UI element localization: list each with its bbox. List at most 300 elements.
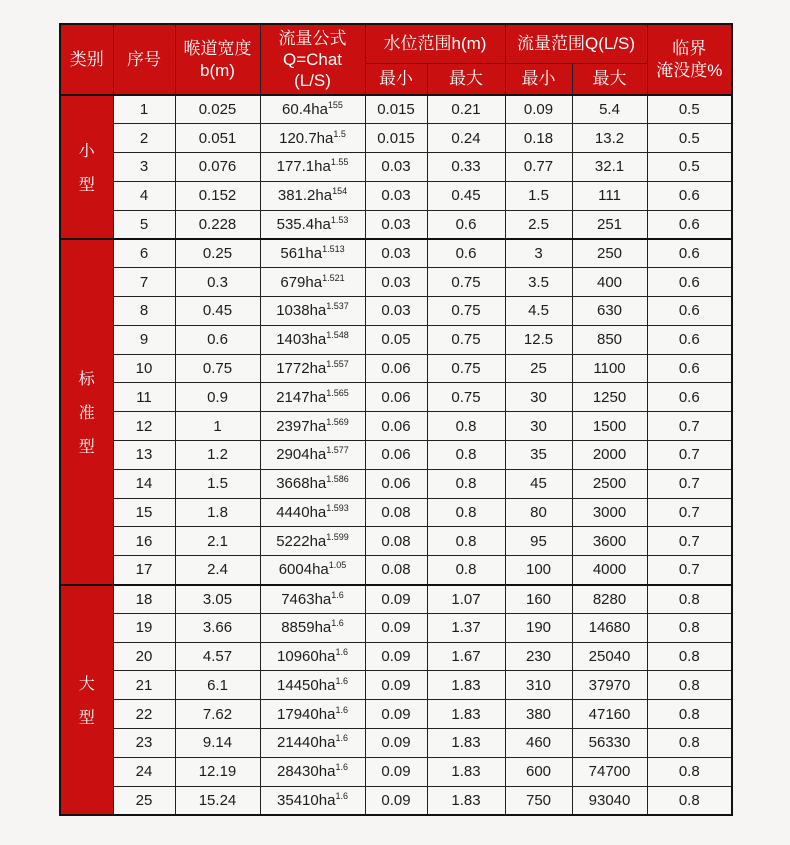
formula-base: 2147ha bbox=[276, 388, 327, 406]
level-max-cell: 0.75 bbox=[427, 297, 505, 326]
level-max-cell: 0.8 bbox=[427, 498, 505, 527]
level-max-cell: 1.83 bbox=[427, 671, 505, 700]
row-index-cell: 25 bbox=[113, 786, 175, 815]
row-index-cell: 14 bbox=[113, 469, 175, 498]
flow-max-cell: 2000 bbox=[572, 441, 647, 470]
row-index-cell: 8 bbox=[113, 297, 175, 326]
flow-min-cell: 0.09 bbox=[505, 95, 572, 124]
flow-max-cell: 111 bbox=[572, 181, 647, 210]
category-char: 型 bbox=[78, 710, 95, 728]
critical-submergence-cell: 0.6 bbox=[647, 181, 732, 210]
throat-width-cell: 1 bbox=[175, 412, 260, 441]
throat-width-cell: 0.75 bbox=[175, 354, 260, 383]
flow-max-cell: 1100 bbox=[572, 354, 647, 383]
formula-cell bbox=[260, 700, 365, 729]
row-index-cell: 11 bbox=[113, 383, 175, 412]
flow-max-cell: 74700 bbox=[572, 757, 647, 786]
formula-base: 7463ha bbox=[281, 590, 332, 608]
flow-max-cell: 3600 bbox=[572, 527, 647, 556]
table-row bbox=[60, 124, 732, 153]
critical-submergence-cell: 0.5 bbox=[647, 124, 732, 153]
row-index-cell: 5 bbox=[113, 210, 175, 239]
flow-max-cell: 14680 bbox=[572, 613, 647, 642]
table-row bbox=[60, 671, 732, 700]
flow-max-cell: 251 bbox=[572, 210, 647, 239]
flow-min-cell: 0.77 bbox=[505, 153, 572, 182]
formula-base: 381.2ha bbox=[277, 187, 333, 205]
formula-exponent: 1.6 bbox=[335, 790, 348, 801]
formula-exponent: 1.6 bbox=[331, 618, 344, 629]
level-max-cell: 1.37 bbox=[427, 613, 505, 642]
level-min-cell: 0.09 bbox=[365, 613, 427, 642]
throat-width-cell: 9.14 bbox=[175, 729, 260, 758]
throat-width-cell: 6.1 bbox=[175, 671, 260, 700]
category-cell bbox=[60, 95, 113, 239]
flow-min-cell: 2.5 bbox=[505, 210, 572, 239]
formula-base: 1772ha bbox=[276, 360, 327, 378]
level-max-cell: 0.8 bbox=[427, 441, 505, 470]
formula-exponent: 1.577 bbox=[326, 445, 349, 456]
critical-submergence-cell: 0.7 bbox=[647, 556, 732, 585]
row-index-cell: 18 bbox=[113, 585, 175, 614]
header-category bbox=[60, 24, 113, 95]
critical-submergence-cell: 0.6 bbox=[647, 354, 732, 383]
throat-width-cell: 12.19 bbox=[175, 757, 260, 786]
formula-base: 535.4ha bbox=[276, 215, 331, 233]
critical-submergence-cell: 0.7 bbox=[647, 469, 732, 498]
throat-width-cell: 1.8 bbox=[175, 498, 260, 527]
level-min-cell: 0.09 bbox=[365, 671, 427, 700]
table-row bbox=[60, 181, 732, 210]
table-row bbox=[60, 527, 732, 556]
flow-min-cell: 80 bbox=[505, 498, 572, 527]
level-max-cell: 0.8 bbox=[427, 412, 505, 441]
table-row bbox=[60, 642, 732, 671]
row-index-cell: 23 bbox=[113, 729, 175, 758]
header-level-range bbox=[365, 24, 505, 63]
flow-max-cell: 3000 bbox=[572, 498, 647, 527]
formula-exponent: 1.05 bbox=[328, 560, 347, 571]
level-max-cell: 1.67 bbox=[427, 642, 505, 671]
flow-min-cell: 3 bbox=[505, 239, 572, 268]
row-index-cell: 3 bbox=[113, 153, 175, 182]
formula-cell bbox=[260, 642, 365, 671]
level-min-cell: 0.015 bbox=[365, 124, 427, 153]
table-row bbox=[60, 412, 732, 441]
header-index-label: 序号 bbox=[127, 49, 161, 69]
flow-min-cell: 25 bbox=[505, 354, 572, 383]
level-max-cell: 0.6 bbox=[427, 239, 505, 268]
formula-cell bbox=[260, 153, 365, 182]
flow-max-cell: 2500 bbox=[572, 469, 647, 498]
formula-exponent: 1.569 bbox=[326, 416, 349, 427]
formula-cell bbox=[260, 325, 365, 354]
row-index-cell: 13 bbox=[113, 441, 175, 470]
category-char: 型 bbox=[78, 177, 95, 195]
flow-min-cell: 35 bbox=[505, 441, 572, 470]
critical-submergence-cell: 0.8 bbox=[647, 786, 732, 815]
level-min-cell: 0.09 bbox=[365, 786, 427, 815]
table-row bbox=[60, 585, 732, 614]
formula-base: 177.1ha bbox=[276, 158, 331, 176]
flow-min-cell: 600 bbox=[505, 757, 572, 786]
flow-max-cell: 5.4 bbox=[572, 95, 647, 124]
level-min-cell: 0.09 bbox=[365, 700, 427, 729]
formula-exponent: 1.55 bbox=[330, 157, 349, 168]
formula-exponent: 1.599 bbox=[326, 531, 349, 542]
header-row-1 bbox=[60, 24, 732, 63]
flow-min-cell: 230 bbox=[505, 642, 572, 671]
formula-cell bbox=[260, 527, 365, 556]
table-header bbox=[60, 24, 732, 95]
flow-max-cell: 250 bbox=[572, 239, 647, 268]
throat-width-cell: 0.45 bbox=[175, 297, 260, 326]
header-level-range-label: 水位范围h(m) bbox=[383, 34, 487, 54]
row-index-cell: 15 bbox=[113, 498, 175, 527]
flow-min-cell: 12.5 bbox=[505, 325, 572, 354]
formula-cell bbox=[260, 210, 365, 239]
flow-min-cell: 460 bbox=[505, 729, 572, 758]
critical-submergence-cell: 0.5 bbox=[647, 95, 732, 124]
critical-submergence-cell: 0.6 bbox=[647, 268, 732, 297]
level-max-cell: 0.75 bbox=[427, 383, 505, 412]
formula-cell bbox=[260, 181, 365, 210]
formula-exponent: 1.586 bbox=[326, 474, 349, 485]
table-row bbox=[60, 153, 732, 182]
flow-min-cell: 380 bbox=[505, 700, 572, 729]
critical-submergence-cell: 0.6 bbox=[647, 210, 732, 239]
level-max-cell: 1.83 bbox=[427, 757, 505, 786]
category-char: 大 bbox=[78, 676, 95, 694]
critical-submergence-cell: 0.5 bbox=[647, 153, 732, 182]
flow-max-cell: 25040 bbox=[572, 642, 647, 671]
level-max-cell: 1.83 bbox=[427, 729, 505, 758]
flow-max-cell: 47160 bbox=[572, 700, 647, 729]
critical-submergence-cell: 0.8 bbox=[647, 729, 732, 758]
formula-cell bbox=[260, 124, 365, 153]
formula-cell bbox=[260, 297, 365, 326]
formula-base: 8859ha bbox=[281, 619, 332, 637]
critical-submergence-cell: 0.8 bbox=[647, 585, 732, 614]
flow-max-cell: 1500 bbox=[572, 412, 647, 441]
critical-submergence-cell: 0.6 bbox=[647, 383, 732, 412]
header-level-min: 最小 bbox=[365, 63, 427, 95]
header-flow-max: 最大 bbox=[572, 63, 647, 95]
formula-exponent: 155 bbox=[327, 100, 343, 111]
category-label bbox=[61, 671, 113, 728]
level-max-cell: 0.21 bbox=[427, 95, 505, 124]
level-min-cell: 0.015 bbox=[365, 95, 427, 124]
throat-width-cell: 0.9 bbox=[175, 383, 260, 412]
level-min-cell: 0.09 bbox=[365, 729, 427, 758]
header-formula-line1: 流量公式 bbox=[278, 28, 347, 48]
header-category-label: 类别 bbox=[69, 49, 104, 69]
header-formula-line3: (L/S) bbox=[294, 71, 331, 91]
category-char: 小 bbox=[78, 143, 95, 161]
formula-cell bbox=[260, 354, 365, 383]
row-index-cell: 22 bbox=[113, 700, 175, 729]
formula-cell bbox=[260, 757, 365, 786]
critical-submergence-cell: 0.6 bbox=[647, 325, 732, 354]
formula-base: 4440ha bbox=[276, 504, 327, 522]
formula-exponent: 1.593 bbox=[326, 503, 349, 514]
flow-min-cell: 30 bbox=[505, 383, 572, 412]
formula-base: 561ha bbox=[280, 245, 323, 263]
level-min-cell: 0.03 bbox=[365, 268, 427, 297]
formula-cell bbox=[260, 585, 365, 614]
formula-base: 2904ha bbox=[276, 446, 327, 464]
header-formula-line2: Q=Chat bbox=[282, 49, 343, 69]
flow-max-cell: 1250 bbox=[572, 383, 647, 412]
formula-base: 21440ha bbox=[277, 734, 336, 752]
formula-cell bbox=[260, 613, 365, 642]
level-min-cell: 0.06 bbox=[365, 354, 427, 383]
formula-exponent: 1.548 bbox=[326, 330, 349, 341]
table-row bbox=[60, 383, 732, 412]
throat-width-cell: 0.025 bbox=[175, 95, 260, 124]
formula-cell bbox=[260, 383, 365, 412]
throat-width-cell: 1.2 bbox=[175, 441, 260, 470]
throat-width-cell: 0.152 bbox=[175, 181, 260, 210]
level-max-cell: 1.83 bbox=[427, 700, 505, 729]
formula-exponent: 1.521 bbox=[322, 272, 345, 283]
formula-exponent: 1.513 bbox=[322, 244, 345, 255]
table-row bbox=[60, 556, 732, 585]
header-throat-width-line1: 喉道宽度 bbox=[183, 39, 252, 59]
row-index-cell: 12 bbox=[113, 412, 175, 441]
throat-width-cell: 0.076 bbox=[175, 153, 260, 182]
formula-exponent: 1.6 bbox=[335, 704, 348, 715]
table-row bbox=[60, 613, 732, 642]
formula-cell bbox=[260, 441, 365, 470]
table-row bbox=[60, 297, 732, 326]
table-row bbox=[60, 786, 732, 815]
flow-max-cell: 4000 bbox=[572, 556, 647, 585]
row-index-cell: 10 bbox=[113, 354, 175, 383]
formula-base: 3668ha bbox=[276, 475, 327, 493]
header-flow-range-label: 流量范围Q(L/S) bbox=[516, 34, 636, 54]
row-index-cell: 7 bbox=[113, 268, 175, 297]
level-min-cell: 0.03 bbox=[365, 153, 427, 182]
level-max-cell: 0.75 bbox=[427, 354, 505, 383]
level-min-cell: 0.05 bbox=[365, 325, 427, 354]
flow-max-cell: 13.2 bbox=[572, 124, 647, 153]
level-max-cell: 0.6 bbox=[427, 210, 505, 239]
level-min-cell: 0.08 bbox=[365, 527, 427, 556]
formula-exponent: 1.6 bbox=[331, 589, 344, 600]
flow-max-cell: 400 bbox=[572, 268, 647, 297]
header-critical bbox=[647, 24, 732, 95]
header-index bbox=[113, 24, 175, 95]
row-index-cell: 21 bbox=[113, 671, 175, 700]
category-cell bbox=[60, 585, 113, 815]
row-index-cell: 4 bbox=[113, 181, 175, 210]
throat-width-cell: 0.051 bbox=[175, 124, 260, 153]
throat-width-cell: 0.25 bbox=[175, 239, 260, 268]
critical-submergence-cell: 0.6 bbox=[647, 297, 732, 326]
table-row bbox=[60, 441, 732, 470]
formula-cell bbox=[260, 671, 365, 700]
table-row bbox=[60, 498, 732, 527]
category-char: 标 bbox=[78, 371, 95, 389]
row-index-cell: 16 bbox=[113, 527, 175, 556]
header-flow-range bbox=[505, 24, 647, 63]
flow-max-cell: 8280 bbox=[572, 585, 647, 614]
level-max-cell: 0.8 bbox=[427, 556, 505, 585]
critical-submergence-cell: 0.7 bbox=[647, 412, 732, 441]
header-flow-min: 最小 bbox=[505, 63, 572, 95]
throat-width-cell: 3.05 bbox=[175, 585, 260, 614]
formula-cell bbox=[260, 786, 365, 815]
level-min-cell: 0.09 bbox=[365, 585, 427, 614]
category-label bbox=[61, 366, 113, 457]
critical-submergence-cell: 0.8 bbox=[647, 642, 732, 671]
flow-max-cell: 32.1 bbox=[572, 153, 647, 182]
spec-table-wrap bbox=[59, 23, 733, 816]
flow-max-cell: 56330 bbox=[572, 729, 647, 758]
flow-min-cell: 100 bbox=[505, 556, 572, 585]
formula-exponent: 1.53 bbox=[330, 214, 349, 225]
row-index-cell: 1 bbox=[113, 95, 175, 124]
row-index-cell: 6 bbox=[113, 239, 175, 268]
flow-min-cell: 190 bbox=[505, 613, 572, 642]
level-max-cell: 0.75 bbox=[427, 268, 505, 297]
level-min-cell: 0.06 bbox=[365, 469, 427, 498]
critical-submergence-cell: 0.8 bbox=[647, 700, 732, 729]
formula-base: 120.7ha bbox=[279, 129, 334, 147]
row-index-cell: 19 bbox=[113, 613, 175, 642]
formula-cell bbox=[260, 412, 365, 441]
critical-submergence-cell: 0.8 bbox=[647, 757, 732, 786]
level-min-cell: 0.09 bbox=[365, 757, 427, 786]
level-max-cell: 1.07 bbox=[427, 585, 505, 614]
flow-min-cell: 0.18 bbox=[505, 124, 572, 153]
level-max-cell: 0.33 bbox=[427, 153, 505, 182]
flow-min-cell: 750 bbox=[505, 786, 572, 815]
throat-width-cell: 2.4 bbox=[175, 556, 260, 585]
formula-cell bbox=[260, 729, 365, 758]
formula-base: 35410ha bbox=[277, 791, 336, 809]
category-cell bbox=[60, 239, 113, 585]
critical-submergence-cell: 0.7 bbox=[647, 527, 732, 556]
level-min-cell: 0.03 bbox=[365, 181, 427, 210]
formula-base: 2397ha bbox=[276, 417, 327, 435]
table-row bbox=[60, 268, 732, 297]
critical-submergence-cell: 0.7 bbox=[647, 498, 732, 527]
header-throat-width bbox=[175, 24, 260, 95]
row-index-cell: 24 bbox=[113, 757, 175, 786]
table-row bbox=[60, 239, 732, 268]
formula-exponent: 1.557 bbox=[326, 359, 349, 370]
flow-max-cell: 630 bbox=[572, 297, 647, 326]
formula-cell bbox=[260, 469, 365, 498]
critical-submergence-cell: 0.8 bbox=[647, 671, 732, 700]
formula-base: 17940ha bbox=[277, 705, 336, 723]
category-char: 准 bbox=[78, 405, 95, 423]
flow-min-cell: 95 bbox=[505, 527, 572, 556]
level-max-cell: 1.83 bbox=[427, 786, 505, 815]
row-index-cell: 2 bbox=[113, 124, 175, 153]
flow-min-cell: 45 bbox=[505, 469, 572, 498]
formula-exponent: 1.6 bbox=[335, 647, 348, 658]
critical-submergence-cell: 0.6 bbox=[647, 239, 732, 268]
flow-max-cell: 37970 bbox=[572, 671, 647, 700]
throat-width-cell: 7.62 bbox=[175, 700, 260, 729]
table-row bbox=[60, 95, 732, 124]
formula-base: 1038ha bbox=[276, 302, 327, 320]
header-throat-width-line2: b(m) bbox=[200, 60, 235, 80]
throat-width-cell: 3.66 bbox=[175, 613, 260, 642]
level-min-cell: 0.06 bbox=[365, 383, 427, 412]
critical-submergence-cell: 0.7 bbox=[647, 441, 732, 470]
header-critical-line2: 淹没度% bbox=[656, 60, 723, 80]
header-critical-line1: 临界 bbox=[672, 39, 707, 59]
table-row bbox=[60, 729, 732, 758]
throat-width-cell: 2.1 bbox=[175, 527, 260, 556]
formula-cell bbox=[260, 95, 365, 124]
header-formula bbox=[260, 24, 365, 95]
throat-width-cell: 1.5 bbox=[175, 469, 260, 498]
flow-max-cell: 93040 bbox=[572, 786, 647, 815]
level-min-cell: 0.06 bbox=[365, 412, 427, 441]
formula-base: 1403ha bbox=[276, 331, 327, 349]
table-body bbox=[60, 95, 732, 815]
table-row bbox=[60, 469, 732, 498]
formula-exponent: 154 bbox=[332, 186, 348, 197]
throat-width-cell: 4.57 bbox=[175, 642, 260, 671]
level-min-cell: 0.06 bbox=[365, 441, 427, 470]
row-index-cell: 20 bbox=[113, 642, 175, 671]
level-max-cell: 0.24 bbox=[427, 124, 505, 153]
level-min-cell: 0.09 bbox=[365, 642, 427, 671]
table-row bbox=[60, 354, 732, 383]
row-index-cell: 9 bbox=[113, 325, 175, 354]
flow-min-cell: 30 bbox=[505, 412, 572, 441]
throat-width-cell: 0.6 bbox=[175, 325, 260, 354]
formula-base: 14450ha bbox=[277, 676, 336, 694]
spec-table bbox=[59, 23, 733, 816]
throat-width-cell: 0.3 bbox=[175, 268, 260, 297]
flow-min-cell: 1.5 bbox=[505, 181, 572, 210]
formula-base: 60.4ha bbox=[282, 101, 328, 119]
throat-width-cell: 0.228 bbox=[175, 210, 260, 239]
flow-max-cell: 850 bbox=[572, 325, 647, 354]
table-row bbox=[60, 700, 732, 729]
level-max-cell: 0.8 bbox=[427, 469, 505, 498]
table-row bbox=[60, 210, 732, 239]
header-level-max: 最大 bbox=[427, 63, 505, 95]
formula-cell bbox=[260, 498, 365, 527]
formula-base: 10960ha bbox=[277, 648, 336, 666]
category-label bbox=[61, 138, 113, 195]
level-min-cell: 0.03 bbox=[365, 210, 427, 239]
formula-exponent: 1.5 bbox=[333, 128, 346, 139]
formula-base: 6004ha bbox=[278, 561, 329, 579]
formula-base: 28430ha bbox=[277, 763, 336, 781]
formula-exponent: 1.6 bbox=[335, 762, 348, 773]
level-min-cell: 0.03 bbox=[365, 297, 427, 326]
formula-cell bbox=[260, 239, 365, 268]
critical-submergence-cell: 0.8 bbox=[647, 613, 732, 642]
level-max-cell: 0.45 bbox=[427, 181, 505, 210]
flow-min-cell: 160 bbox=[505, 585, 572, 614]
formula-exponent: 1.565 bbox=[326, 387, 349, 398]
table-row bbox=[60, 757, 732, 786]
formula-exponent: 1.6 bbox=[335, 675, 348, 686]
table-row bbox=[60, 325, 732, 354]
flow-min-cell: 4.5 bbox=[505, 297, 572, 326]
level-min-cell: 0.08 bbox=[365, 498, 427, 527]
